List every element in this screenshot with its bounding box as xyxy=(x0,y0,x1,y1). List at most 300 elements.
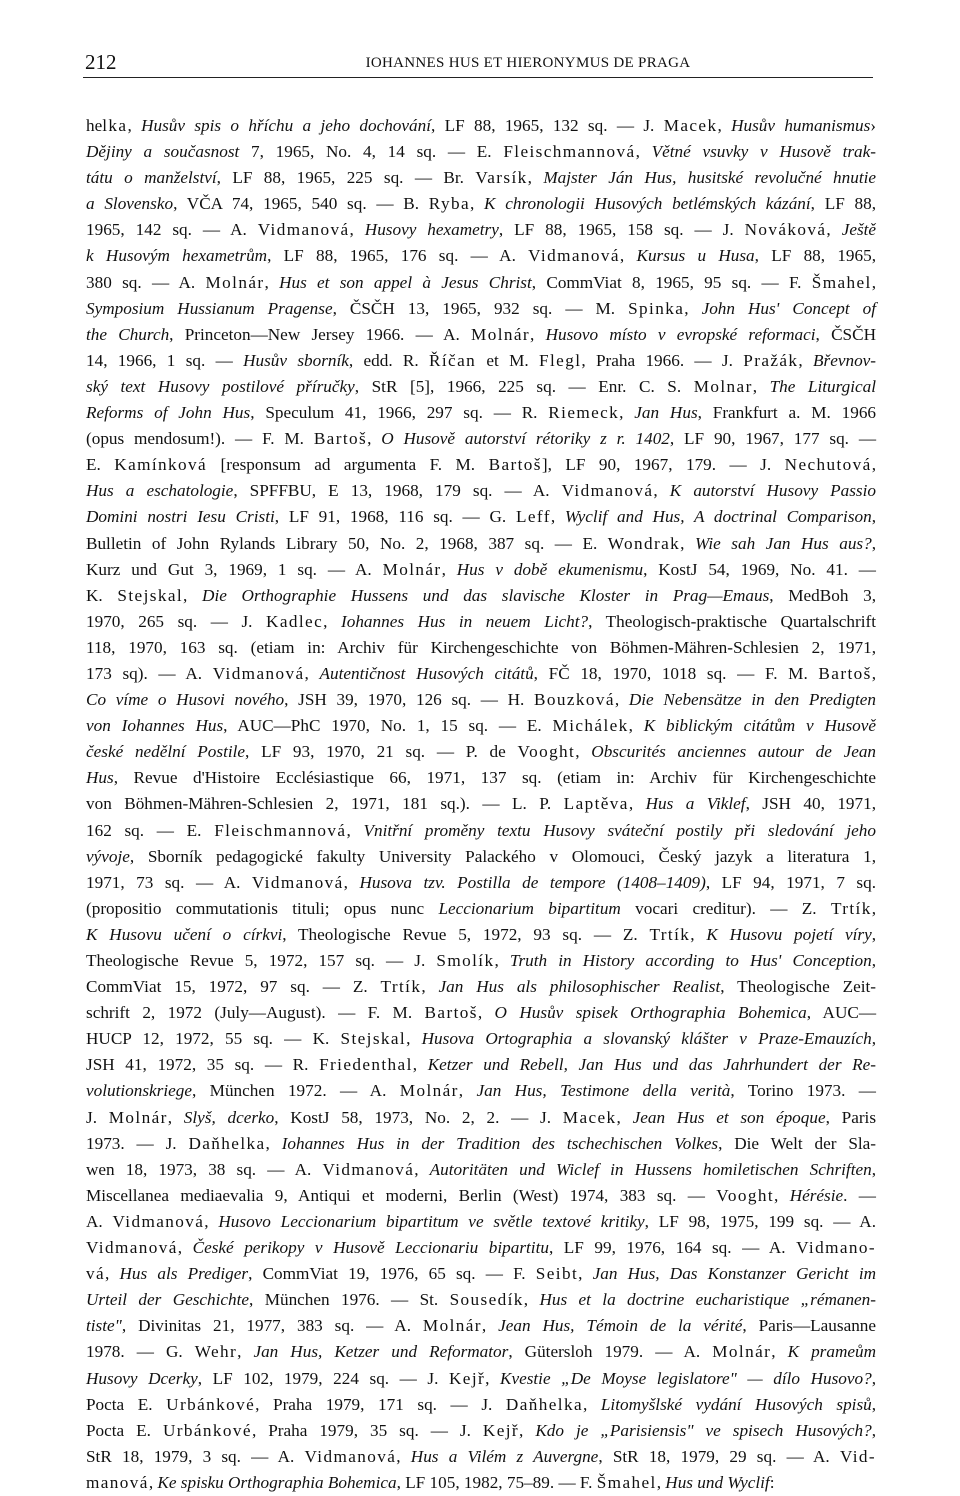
text-line xyxy=(86,1157,876,1183)
plain-text: , xyxy=(628,794,646,814)
plain-text: , Die Welt der Sla- xyxy=(718,1133,877,1153)
text-line xyxy=(86,1470,876,1496)
author-name: Trtík xyxy=(380,977,422,997)
plain-text: , xyxy=(414,1159,430,1179)
italic-title: Hus a Viklef xyxy=(645,794,746,814)
plain-text: , xyxy=(477,1003,495,1023)
italic-title: Hérésie xyxy=(789,1185,844,1205)
plain-text: , AUC—PhC 1970, No. 1, 15 sq. — E. xyxy=(223,716,553,736)
plain-text: , xyxy=(628,716,644,736)
text-line xyxy=(86,1418,876,1444)
plain-text: 118, 1970, 163 sq. (etiam in: Archiv für Kirchengeschichte von Böhmen-Mähren-Schlesien 2, 1971, xyxy=(86,637,876,657)
italic-title: Obscurités anciennes autour de Jean xyxy=(591,742,877,762)
plain-text: (propositio commutationis tituli; opus nunc xyxy=(86,898,439,918)
italic-title: volutionskriege xyxy=(86,1081,192,1101)
italic-title: Husovo Leccionarium bipartitum ve světle textové kritiky xyxy=(218,1211,645,1231)
author-name: Michálek xyxy=(552,716,629,736)
plain-text: , Frankfurt a. M. 1966 xyxy=(697,403,877,423)
plain-text: Kurz und Gut 3, 1969, 1 sq. — A. xyxy=(86,559,383,579)
plain-text: , Torino 1973. — xyxy=(730,1081,876,1101)
italic-title: a Slovensko xyxy=(86,194,174,214)
plain-text: , LF 88, 1965, 225 sq. — Br. xyxy=(216,168,476,188)
italic-title: John Hus' Concept of xyxy=(701,298,877,318)
author-name: Vidmanová xyxy=(251,872,344,892)
author-name: Smolík xyxy=(436,951,495,970)
plain-text: , LF 88, 1965, 158 sq. — J. xyxy=(498,220,745,240)
author-name: Molnár xyxy=(382,559,442,579)
plain-text: , xyxy=(798,350,814,370)
italic-title: Ještě xyxy=(841,220,877,240)
italic-title: Symposium Hussianum Pragense xyxy=(86,298,333,318)
italic-title: Autentičnost Husových citátů xyxy=(319,663,534,683)
text-line xyxy=(86,1078,876,1104)
plain-text: , xyxy=(346,820,364,840)
plain-text: , Speculum 41, 1966, 297 sq. — R. xyxy=(250,403,549,423)
plain-text: schrift 2, 1972 (July—August). — F. M. xyxy=(86,1003,425,1023)
text-line xyxy=(86,583,876,609)
italic-title: K autorství Husovy Passio xyxy=(669,481,876,501)
text-line xyxy=(86,374,876,400)
italic-title: Urteil der Geschichte xyxy=(86,1290,250,1310)
italic-title: Die Nebensätze in den Predigten xyxy=(628,690,877,710)
plain-text: , xyxy=(530,324,546,344)
author-name: Kejř xyxy=(448,1368,486,1388)
author-name: Vidmanová xyxy=(322,1159,415,1179)
plain-text: , xyxy=(323,611,341,631)
plain-text: , LF 99, 1976, 164 sq. — A. xyxy=(548,1238,797,1258)
plain-text: , Theologisch-praktische Quartalschrift xyxy=(588,611,877,631)
author-name: Urbánkové xyxy=(166,1394,256,1414)
plain-text: , xyxy=(871,272,877,292)
plain-text: , xyxy=(177,1238,193,1258)
plain-text: , xyxy=(349,220,365,240)
plain-text: , LF 88, 1965, xyxy=(754,246,876,266)
italic-title: Hus a Vilém z Auvergne xyxy=(410,1446,599,1466)
author-name: Friedenthal xyxy=(319,1055,413,1075)
plain-text: , xyxy=(367,429,382,449)
author-name: Bartoš xyxy=(313,429,368,449)
italic-title: K chronologii Husových betlémských kázání xyxy=(484,194,811,214)
author-name: manová xyxy=(86,1472,149,1492)
plain-text: , xyxy=(619,403,635,423)
plain-text: , LF 105, 1982, 75–89. — F. xyxy=(396,1472,597,1492)
author-name: Šmahel xyxy=(811,272,872,292)
plain-text: , CommViat 19, 1976, 65 sq. — F. xyxy=(248,1264,536,1284)
plain-text: , KostJ 58, 1973, No. 2, 2. — J. xyxy=(274,1107,563,1127)
text-line xyxy=(86,713,876,739)
italic-title: Jean Hus, Témoin de la vérité xyxy=(498,1316,743,1336)
author-name: Molnár xyxy=(471,324,531,344)
plain-text: ], LF 90, 1967, 179. — J. xyxy=(541,455,785,475)
page-header xyxy=(83,50,873,78)
text-line xyxy=(86,1235,876,1261)
author-name: Vooght xyxy=(716,1185,775,1205)
text-line xyxy=(86,870,876,896)
plain-text: , xyxy=(183,585,203,605)
italic-title: Jean Hus et son époque xyxy=(632,1107,826,1127)
plain-text: , LF 88, xyxy=(810,194,876,214)
italic-title: Husovy hexametry xyxy=(364,220,499,240)
italic-title: Hus et la doctrine eucharistique „rémanen- xyxy=(539,1290,877,1310)
italic-title: Kdo je „Parisiensis" ve spisech Husových? xyxy=(535,1420,872,1440)
plain-text: , xyxy=(575,742,592,762)
plain-text: , xyxy=(421,977,439,997)
italic-title: Hus und Wyclif xyxy=(665,1472,770,1492)
italic-title: ský text Husovy postilové příručky xyxy=(86,376,355,396)
author-name: Trtík xyxy=(649,924,691,944)
text-line xyxy=(86,948,876,974)
text-line xyxy=(86,478,876,504)
plain-text: , StR 18, 1979, 29 sq. — A. xyxy=(598,1446,840,1466)
plain-text: , StR [5], 1966, 225 sq. — Enr. C. S. xyxy=(354,376,694,396)
plain-text: , xyxy=(871,455,876,475)
author-name: Fleischmannová xyxy=(503,142,636,162)
italic-title: Jan Hus, Das Konstanzer Gericht im xyxy=(592,1264,877,1284)
text-line xyxy=(86,609,876,635)
plain-text: , xyxy=(406,1029,422,1049)
italic-title: Husova tzv. Postilla de tempore (1408–1409) xyxy=(359,872,706,892)
plain-text: J. xyxy=(86,1107,109,1127)
plain-text: , KostJ 54, 1969, No. 41. — xyxy=(643,559,876,579)
text-line xyxy=(86,1313,876,1339)
plain-text: , xyxy=(871,898,876,918)
plain-text: , xyxy=(167,1107,184,1127)
plain-text: Bulletin of John Rylands Library 50, No. 2, 1968, 387 sq. — E. xyxy=(86,533,608,553)
author-name: Fleischmannová xyxy=(214,820,347,840)
author-name: Stejskal xyxy=(340,1029,407,1049)
plain-text: , xyxy=(494,951,510,970)
text-line xyxy=(86,1339,876,1365)
text-line xyxy=(86,191,876,217)
plain-text: , xyxy=(635,142,652,162)
plain-text: , xyxy=(690,924,707,944)
plain-text: , xyxy=(656,1472,666,1492)
plain-text: , FČ 18, 1970, 1018 sq. — F. M. xyxy=(533,663,819,683)
italic-title: Ketzer und Rebell, Jan Hus und das Jahrhundert der Re- xyxy=(427,1055,877,1075)
plain-text: . — xyxy=(843,1185,876,1205)
italic-title: Autoritäten und Wiclef in Hussens homiletischen Schriften xyxy=(429,1159,872,1179)
plain-text: , xyxy=(485,1368,500,1388)
author-name: Leff xyxy=(515,507,551,527)
plain-text: , LF 88, 1965, 132 sq. — J. xyxy=(430,116,664,135)
italic-title: The Liturgical xyxy=(769,376,877,396)
author-name: Laptěva xyxy=(563,794,629,814)
italic-title: Iohannes Hus in der Tradition des tschechischen Volkes xyxy=(281,1133,719,1153)
plain-text: , xyxy=(105,1264,120,1284)
plain-text: , LF 91, 1968, 116 sq. — G. xyxy=(274,507,516,527)
plain-text: , xyxy=(204,1211,219,1231)
plain-text: 173 sq). — A. xyxy=(86,663,213,683)
plain-text: , xyxy=(519,1420,536,1440)
author-name: Bartoš xyxy=(488,455,542,475)
author-name: Molnár xyxy=(205,272,265,292)
plain-text: Theologische Revue 5, 1972, 157 sq. — J. xyxy=(86,951,437,970)
author-name: Kejř xyxy=(482,1420,520,1440)
plain-text: , xyxy=(871,507,877,527)
italic-title: Jan Hus xyxy=(634,403,698,423)
plain-text: , Praha 1979, 35 sq. — J. xyxy=(251,1420,483,1440)
plain-text: , MedBoh 3, xyxy=(769,585,877,605)
plain-text: , xyxy=(680,533,695,553)
italic-title: Dějiny a současnost xyxy=(86,142,240,162)
italic-title: Husův sborník xyxy=(243,350,349,370)
plain-text: [responsum ad argumenta F. M. xyxy=(207,455,489,475)
author-name: Seibt xyxy=(535,1264,579,1284)
italic-title: Husův humanismus xyxy=(731,116,871,135)
plain-text: he xyxy=(86,116,103,135)
plain-text: , xyxy=(871,951,876,970)
italic-title: České perikopy v Husově Leccionariu bipartitu xyxy=(192,1238,549,1258)
plain-text: , AUC— xyxy=(806,1003,877,1023)
plain-text: Pocta E. xyxy=(86,1394,167,1414)
italic-title: K biblickým citátům v Husově xyxy=(643,716,876,736)
italic-title: Kursus u Husa xyxy=(636,246,755,266)
italic-title: Hus a eschatologie xyxy=(86,481,234,501)
italic-title: Hus et son appel à Jesus Christ xyxy=(279,272,532,292)
plain-text: , Princeton—New Jersey 1966. — A. xyxy=(169,324,472,344)
italic-title: Litomyšlské vydání Husových spisů xyxy=(600,1394,872,1414)
plain-text: , xyxy=(527,168,544,188)
plain-text: , xyxy=(550,507,565,527)
italic-title: Reforms of John Hus xyxy=(86,403,251,423)
plain-text: › xyxy=(870,116,877,135)
text-line xyxy=(86,243,876,269)
plain-text: , xyxy=(343,872,360,892)
plain-text: , ČSČH xyxy=(815,324,876,344)
author-name: Daňhelka xyxy=(188,1133,266,1153)
italic-title: Jan Hus, Testimone della verità xyxy=(476,1081,731,1101)
author-name: Vooght xyxy=(517,742,576,762)
author-name: Vidmano- xyxy=(796,1238,876,1258)
running-title: IOHANNES HUS ET HIERONYMUS DE PRAGA xyxy=(365,55,691,71)
author-name: Bartoš xyxy=(818,663,872,683)
plain-text: , Sborník pedagogické fakulty University Palackého v Olomouci, Český jazyk a literatura 1, xyxy=(129,846,876,866)
plain-text: (opus mendosum!). — F. M. xyxy=(86,429,314,449)
text-line xyxy=(86,452,876,478)
plain-text: , München 1972. — A. xyxy=(191,1081,400,1101)
plain-text: wen 18, 1973, 38 sq. — A. xyxy=(86,1159,323,1179)
plain-text: 7, 1965, No. 4, 14 sq. — E. xyxy=(239,142,504,162)
plain-text: , xyxy=(826,220,842,240)
italic-title: Husova Ortographia a slovanský klášter v Praze-Emauzích xyxy=(421,1029,872,1049)
plain-text: 14, 1966, 1 sq. — xyxy=(86,350,244,370)
plain-text: 1971, 73 sq. — A. xyxy=(86,872,252,892)
text-line xyxy=(86,348,876,374)
plain-text: : xyxy=(769,1472,775,1492)
plain-text: , JSH 40, 1971, xyxy=(745,794,877,814)
italic-title: Co víme o Husovi nového xyxy=(86,690,285,710)
plain-text: , xyxy=(523,1290,540,1310)
italic-title: Jan Hus, Ketzer und Reformator xyxy=(253,1342,509,1362)
text-line xyxy=(86,165,876,191)
author-name: Molnar xyxy=(693,376,753,396)
italic-title: Wyclif and Hus, A doctrinal Comparison xyxy=(564,507,872,527)
plain-text: , ČSČH 13, 1965, 932 sq. — M. xyxy=(332,298,629,318)
text-line xyxy=(86,661,876,687)
text-line xyxy=(86,217,876,243)
text-line xyxy=(86,922,876,948)
italic-title: the Church xyxy=(86,324,170,344)
author-name: Molnár xyxy=(422,1316,482,1336)
author-name: Molnár xyxy=(712,1342,772,1362)
plain-text: , Praha 1979, 171 sq. — J. xyxy=(255,1394,506,1414)
author-name: Bouzková xyxy=(533,690,615,710)
italic-title: Majster Ján Hus, husitské revolučné hnutie xyxy=(543,168,877,188)
plain-text: , xyxy=(616,1107,633,1127)
italic-title: O Husově autorství rétoriky z r. 1402 xyxy=(381,429,670,449)
text-line xyxy=(86,1105,876,1131)
italic-title: Iohannes Hus in neuem Licht? xyxy=(341,611,589,631)
text-line xyxy=(86,504,876,530)
header-rule xyxy=(83,77,873,78)
author-name: Bartoš xyxy=(424,1003,478,1023)
plain-text: K. xyxy=(86,585,118,605)
plain-text: , xyxy=(265,1133,282,1153)
page-number: 212 xyxy=(85,50,117,74)
plain-text: , xyxy=(304,663,320,683)
plain-text: , Paris xyxy=(825,1107,877,1127)
plain-text: , xyxy=(871,533,876,553)
plain-text: HUCP 12, 1972, 55 sq. — K. xyxy=(86,1029,341,1049)
plain-text: , LF 90, 1967, 177 sq. — xyxy=(669,429,877,449)
text-line xyxy=(86,791,876,817)
plain-text: , LF 88, 1965, 176 sq. — A. xyxy=(267,246,529,266)
italic-title: K Husovu pojetí víry xyxy=(706,924,872,944)
plain-text: , LF 94, 1971, 7 sq. xyxy=(705,872,877,892)
author-name: Macek xyxy=(562,1107,617,1127)
plain-text: , JSH 39, 1970, 126 sq. — H. xyxy=(284,690,534,710)
plain-text: 1973. — J. xyxy=(86,1133,189,1153)
text-line xyxy=(86,1261,876,1287)
author-name: Wehr xyxy=(194,1342,238,1362)
plain-text: , xyxy=(396,1446,411,1466)
plain-text: , xyxy=(441,559,457,579)
plain-text: , Praha 1966. — J. xyxy=(581,350,744,370)
plain-text: , xyxy=(771,1342,788,1362)
plain-text: 1970, 265 sq. — J. xyxy=(86,611,267,631)
plain-text: E. xyxy=(86,455,115,475)
bibliography-text xyxy=(86,113,876,1496)
plain-text: , Divinitas 21, 1977, 383 sq. — A. xyxy=(121,1316,423,1336)
author-name: Nechutová xyxy=(784,455,872,475)
text-line xyxy=(86,1052,876,1078)
plain-text: , xyxy=(871,1368,877,1388)
plain-text: , Theologische Revue 5, 1972, 93 sq. — Z. xyxy=(282,924,650,944)
plain-text: , LF 93, 1970, 21 sq. — P. de xyxy=(245,742,518,762)
italic-title: Hus als Prediger xyxy=(119,1264,249,1284)
author-name: Kadlec xyxy=(266,611,324,631)
text-line xyxy=(86,1183,876,1209)
plain-text: JSH 41, 1972, 35 sq. — R. xyxy=(86,1055,320,1075)
italic-title: Husův spis o hříchu a jeho dochování xyxy=(141,116,431,135)
text-line xyxy=(86,113,876,139)
author-name: Vidmanová xyxy=(212,663,305,683)
author-name: Pražák xyxy=(743,350,799,370)
author-name: Vidmanová xyxy=(561,481,654,501)
text-line xyxy=(86,635,876,661)
text-line xyxy=(86,687,876,713)
text-line xyxy=(86,1392,876,1418)
text-line xyxy=(86,1366,876,1392)
plain-text: , xyxy=(871,1420,877,1440)
plain-text: , xyxy=(871,663,876,683)
author-name: Spinka xyxy=(628,298,685,318)
text-line xyxy=(86,531,876,557)
plain-text: , Paris—Lausanne xyxy=(742,1316,877,1336)
plain-text: , CommViat 8, 1965, 95 sq. — F. xyxy=(531,272,812,292)
plain-text: , LF 102, 1979, 224 sq. — J. xyxy=(197,1368,449,1388)
plain-text: , xyxy=(582,1394,601,1414)
text-line xyxy=(86,1026,876,1052)
plain-text: , edd. R. xyxy=(348,350,430,370)
author-name: vá xyxy=(86,1264,106,1284)
text-line xyxy=(86,844,876,870)
italic-title: K prameům xyxy=(787,1342,877,1362)
plain-text: , xyxy=(871,924,876,944)
text-line xyxy=(86,400,876,426)
italic-title: Slyš, dcerko xyxy=(183,1107,275,1127)
plain-text: Pocta E. xyxy=(86,1420,163,1440)
text-line xyxy=(86,270,876,296)
author-name: Vidmanová xyxy=(304,1446,397,1466)
italic-title: vývoje xyxy=(86,846,130,866)
plain-text: , VČA 74, 1965, 540 sq. — B. xyxy=(173,194,429,214)
text-line xyxy=(86,139,876,165)
italic-title: tátu o manželství xyxy=(86,168,217,188)
author-name: Daňhelka xyxy=(505,1394,583,1414)
author-name: lka xyxy=(102,116,128,135)
text-line xyxy=(86,1209,876,1235)
plain-text: , SPFFBU, E 13, 1968, 179 sq. — A. xyxy=(233,481,562,501)
italic-title: Ke spisku Orthographia Bohemica xyxy=(157,1472,397,1492)
plain-text: , xyxy=(871,1159,876,1179)
text-line xyxy=(86,557,876,583)
author-name: Sousedík xyxy=(449,1290,524,1310)
italic-title: Kvestie „De Moyse legislatore" — dílo Husovo? xyxy=(500,1368,872,1388)
plain-text: , xyxy=(458,1081,477,1101)
author-name: Vidmanová xyxy=(257,220,350,240)
italic-title: Vnitřní proměny textu Husovy sváteční postily při sledování jeho xyxy=(363,820,876,840)
text-line xyxy=(86,1131,876,1157)
plain-text: , xyxy=(619,246,637,266)
italic-title: tiste" xyxy=(86,1316,122,1336)
author-name: Vidmanová xyxy=(86,1238,178,1258)
italic-title: Truth in History according to Hus' Conception xyxy=(509,951,872,970)
plain-text: , xyxy=(148,1472,158,1492)
plain-text: Miscellanea mediaevalia 9, Antiqui et moderni, Berlin (West) 1974, 383 sq. — xyxy=(86,1185,717,1205)
plain-text: CommViat 15, 1972, 97 sq. — Z. xyxy=(86,977,381,997)
italic-title: Hus v době ekumenismu xyxy=(456,559,644,579)
author-name: Molnár xyxy=(108,1107,168,1127)
plain-text: 1965, 142 sq. — A. xyxy=(86,220,258,240)
text-line xyxy=(86,1000,876,1026)
author-name: Nováková xyxy=(744,220,827,240)
author-name: Flegl xyxy=(539,350,582,370)
plain-text: , xyxy=(578,1264,593,1284)
plain-text: StR 18, 1979, 3 sq. — A. xyxy=(86,1446,305,1466)
author-name: Riemeck xyxy=(548,403,620,423)
plain-text: , xyxy=(412,1055,428,1075)
plain-text: , xyxy=(684,298,702,318)
text-line xyxy=(86,426,876,452)
plain-text: , Theologische Zeit- xyxy=(720,977,876,997)
text-line xyxy=(86,974,876,1000)
italic-title: Domini nostri Iesu Cristi xyxy=(86,507,275,527)
plain-text: vocari creditur). — Z. xyxy=(620,898,831,918)
italic-title: české nedělní Postile xyxy=(86,742,246,762)
author-name: Macek xyxy=(663,116,718,135)
text-line xyxy=(86,296,876,322)
